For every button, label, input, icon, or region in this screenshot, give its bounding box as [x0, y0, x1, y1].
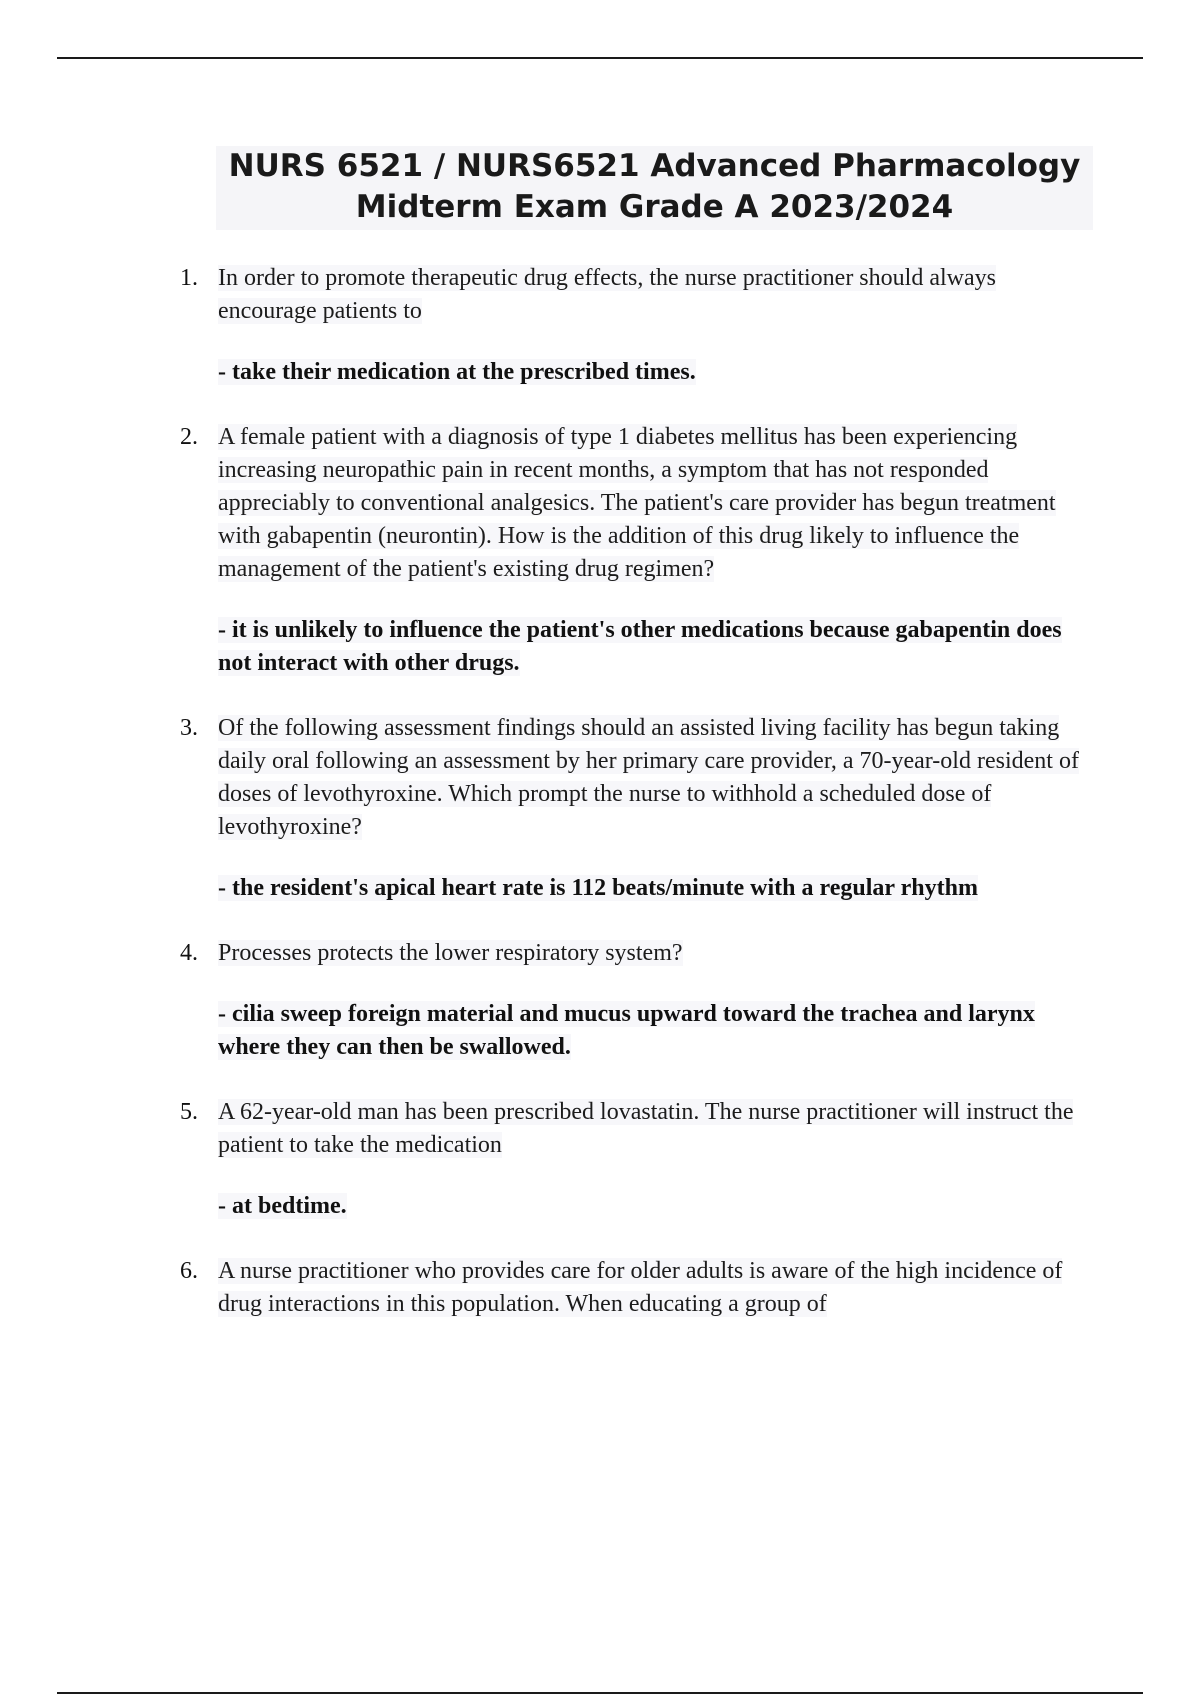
question-number: 5. — [180, 1099, 198, 1125]
answer-text: - it is unlikely to influence the patient's other medications because gabapentin does not interact with other drugs. — [218, 617, 1062, 676]
top-rule — [57, 57, 1143, 59]
question-number: 4. — [180, 940, 198, 966]
question-number: 6. — [180, 1258, 198, 1284]
answer-text: - the resident's apical heart rate is 112 beats/minute with a regular rhythm — [218, 875, 978, 901]
title-line-2: Midterm Exam Grade A 2023/2024 — [355, 189, 954, 225]
question-answer — [218, 1190, 1086, 1223]
question-item-2 — [166, 421, 1086, 680]
question-text: A nurse practitioner who provides care for older adults is aware of the high incidence of drug interactions in this population. When educating a group of — [218, 1258, 1063, 1317]
title-line-1: NURS 6521 / NURS6521 Advanced Pharmacology — [228, 148, 1081, 184]
question-text: Processes protects the lower respiratory system? — [218, 940, 683, 966]
answer-text: - take their medication at the prescribed times. — [218, 359, 696, 385]
question-answer — [218, 998, 1086, 1064]
question-number: 1. — [180, 265, 198, 291]
question-item-5 — [166, 1096, 1086, 1223]
question-item-4 — [166, 937, 1086, 1064]
question-answer — [218, 614, 1086, 680]
question-number: 3. — [180, 715, 198, 741]
question-number: 2. — [180, 424, 198, 450]
bottom-rule — [57, 1692, 1143, 1694]
question-text: A female patient with a diagnosis of type 1 diabetes mellitus has been experiencing increasing neuropathic pain in recent months, a symptom that has not responded appreciably to conventional analgesics. The patient's care provider has begun treatment with gabapentin (neurontin). How is the addition of this drug likely to influence the management of the patient's existing drug regimen? — [218, 424, 1056, 582]
question-text: In order to promote therapeutic drug effects, the nurse practitioner should always encourage patients to — [218, 265, 996, 324]
question-text: A 62-year-old man has been prescribed lovastatin. The nurse practitioner will instruct the patient to take the medication — [218, 1099, 1074, 1158]
question-text: Of the following assessment findings should an assisted living facility has begun taking daily oral following an assessment by her primary care provider, a 70-year-old resident of doses of levothyroxine. Which prompt the nurse to withhold a scheduled dose of levothyroxine? — [218, 715, 1079, 840]
question-item-6 — [166, 1255, 1086, 1321]
question-item-3 — [166, 712, 1086, 905]
document-title — [216, 146, 1093, 230]
answer-text: - at bedtime. — [218, 1193, 347, 1219]
question-list — [166, 262, 1086, 1353]
answer-text: - cilia sweep foreign material and mucus upward toward the trachea and larynx where they can then be swallowed. — [218, 1001, 1035, 1060]
question-answer — [218, 872, 1086, 905]
question-answer — [218, 356, 1086, 389]
question-item-1 — [166, 262, 1086, 389]
